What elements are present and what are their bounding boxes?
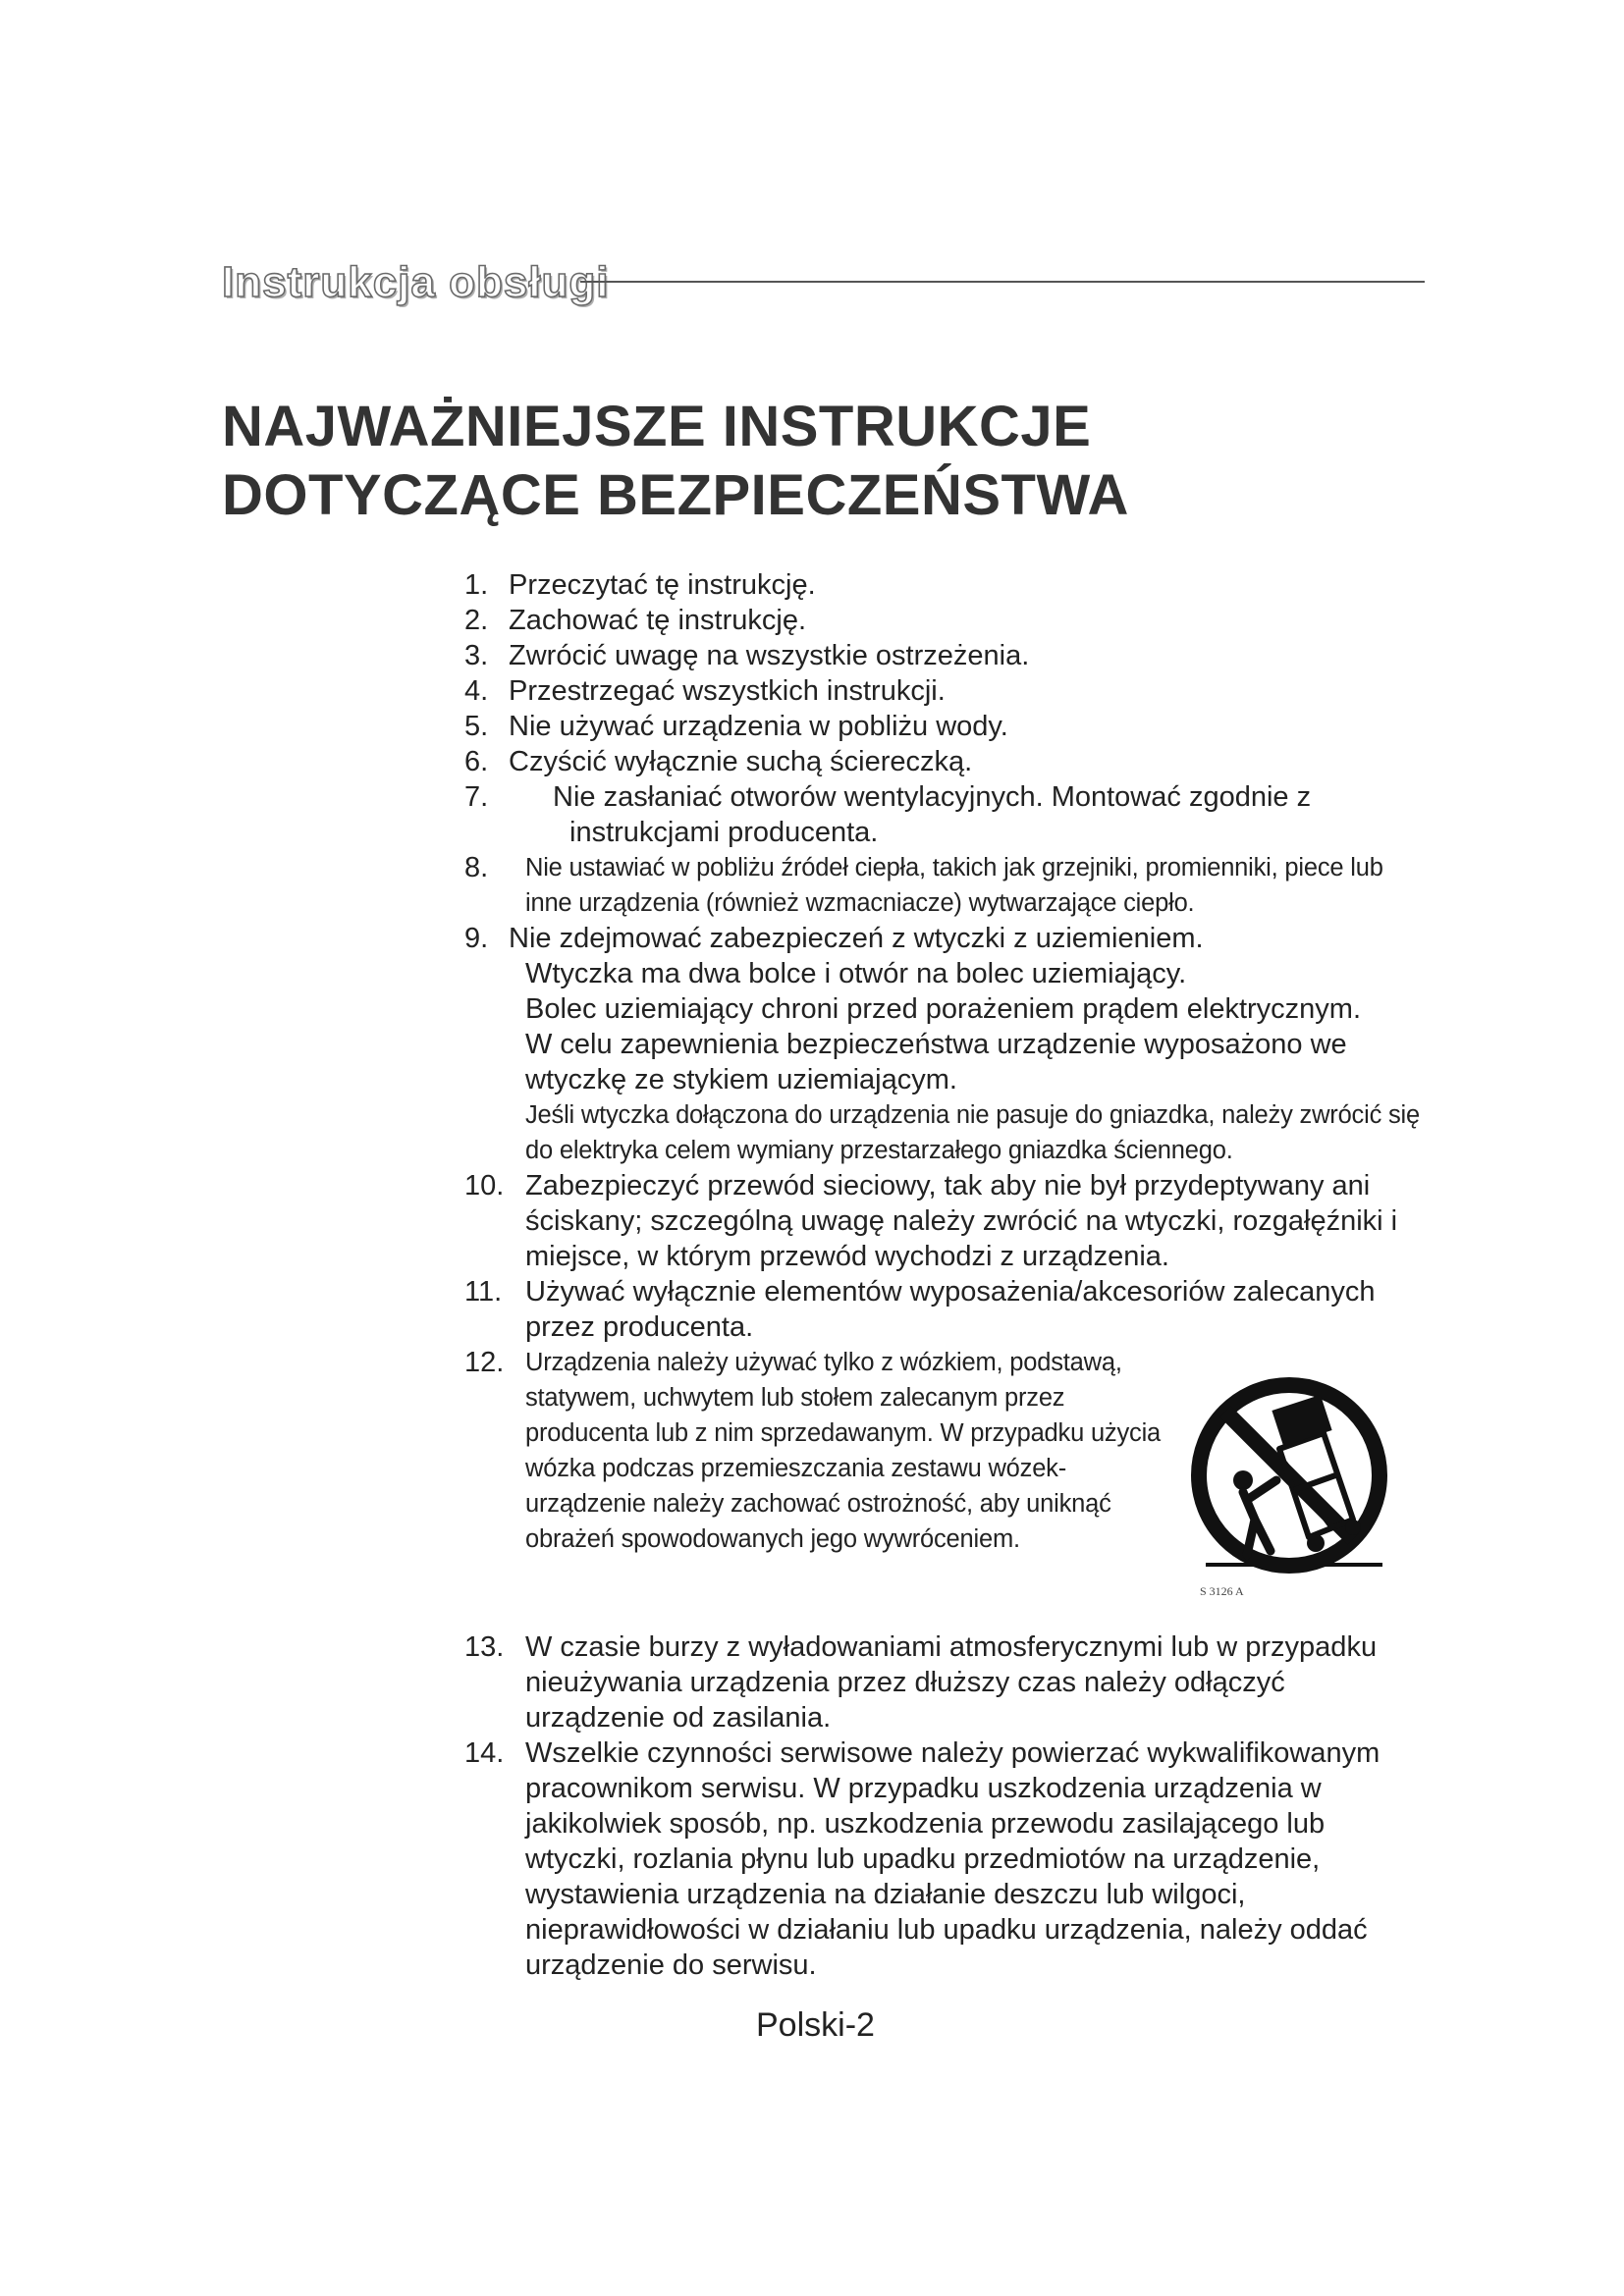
item-number: 14.	[464, 1737, 505, 1769]
item-number: 11.	[464, 1276, 503, 1308]
list-item	[464, 638, 1427, 673]
safety-instructions-list	[464, 567, 1427, 1983]
list-item	[464, 1274, 1427, 1345]
item-number: 10.	[464, 1170, 505, 1201]
item-number: 12.	[464, 1347, 505, 1378]
item-paragraph: Jeśli wtyczka dołączona do urządzenia nie pasuje do gniazdka, należy zwrócić się do elektryka celem wymiany przestarzałego gniazdka ściennego.	[525, 1101, 1421, 1164]
list-item	[464, 673, 1427, 709]
page-title-line-1: NAJWAŻNIEJSZE INSTRUKCJE	[222, 395, 1092, 458]
page-header	[222, 253, 1425, 312]
item-number: 1.	[464, 569, 489, 601]
item-number: 9.	[464, 923, 489, 954]
page-title-line-2: DOTYCZĄCE BEZPIECZEŃSTWA	[222, 463, 1129, 527]
list-item	[464, 709, 1427, 744]
item-paragraph: Wtyczka ma dwa bolce i otwór na bolec uziemiający.	[525, 958, 1187, 989]
list-item	[464, 921, 1427, 1168]
item-text: Nie zasłaniać otworów wentylacyjnych. Montować zgodnie z instrukcjami producenta.	[553, 781, 1312, 848]
list-item	[464, 567, 1427, 603]
item-text: Nie zdejmować zabezpieczeń z wtyczki z uziemieniem.	[509, 923, 1204, 954]
list-item	[464, 744, 1427, 779]
item-number: 7.	[464, 781, 489, 813]
item-number: 5.	[464, 711, 489, 742]
page-title	[222, 393, 1449, 530]
list-item	[464, 850, 1427, 921]
cart-tip-over-warning-icon	[1186, 1372, 1392, 1598]
item-text: Zwrócić uwagę na wszystkie ostrzeżenia.	[509, 640, 1030, 671]
item-number: 4.	[464, 675, 489, 707]
item-text: Przeczytać tę instrukcję.	[509, 569, 816, 601]
item-number: 3.	[464, 640, 489, 671]
item-text: Przestrzegać wszystkich instrukcji.	[509, 675, 946, 707]
item-number: 13.	[464, 1631, 505, 1663]
item-text: W czasie burzy z wyładowaniami atmosferycznymi lub w przypadku nieużywania urządzenia przez dłuższy czas należy odłączyć urządzenie od zasilania.	[525, 1631, 1378, 1734]
list-item	[464, 1629, 1427, 1735]
item-text: Czyścić wyłącznie suchą ściereczką.	[509, 746, 973, 777]
item-paragraph: Bolec uziemiający chroni przed porażeniem prądem elektrycznym.	[525, 993, 1362, 1025]
item-paragraph: W celu zapewnienia bezpieczeństwa urządzenie wyposażono we wtyczkę ze stykiem uziemiającym.	[525, 1029, 1347, 1095]
list-item	[464, 779, 1427, 850]
item-number: 2.	[464, 605, 489, 636]
item-text: Wszelkie czynności serwisowe należy powierzać wykwalifikowanym pracownikom serwisu. W przypadku uszkodzenia urządzenia w jakikolwiek sposób, np. uszkodzenia przewodu zasilającego lub wtyczki, rozlania płynu lub upadku przedmiotów na urządzenie, wystawienia urządzenia na działanie deszczu lub wilgoci, nieprawidłowości w działaniu lub upadku urządzenia, należy oddać urządzenie do serwisu.	[525, 1737, 1380, 1981]
item-number: 6.	[464, 746, 489, 777]
figure-code: S 3126 A	[1200, 1584, 1244, 1598]
list-item	[464, 1168, 1427, 1274]
item-text: Używać wyłącznie elementów wyposażenia/akcesoriów zalecanych przez producenta.	[525, 1276, 1376, 1343]
list-item	[464, 1735, 1427, 1983]
item-text: Nie ustawiać w pobliżu źródeł ciepła, takich jak grzejniki, promienniki, piece lub inne urządzenia (również wzmacniacze) wytwarzające ciepło.	[525, 854, 1383, 917]
item-number: 8.	[464, 852, 489, 883]
item-text: Urządzenia należy używać tylko z wózkiem, podstawą, statywem, uchwytem lub stołem zalecanym przez producenta lub z nim sprzedawanym. W przypadku użycia wózka podczas przemieszczania zestawu wózek-urządzenie należy zachować ostrożność, aby uniknąć obrażeń spowodowanych jego wywróceniem.	[525, 1349, 1162, 1553]
item-text: Zabezpieczyć przewód sieciowy, tak aby nie był przydeptywany ani ściskany; szczególną uwagę należy zwrócić na wtyczki, rozgałęźniki i miejsce, w którym przewód wychodzi z urządzenia.	[525, 1170, 1398, 1272]
item-text: Nie używać urządzenia w pobliżu wody.	[509, 711, 1008, 742]
header-rule	[580, 281, 1425, 283]
list-item	[464, 603, 1427, 638]
page-number: Polski-2	[756, 2006, 875, 2044]
item-text: Zachować tę instrukcję.	[509, 605, 807, 636]
header-title: Instrukcja obsługi	[222, 258, 610, 306]
